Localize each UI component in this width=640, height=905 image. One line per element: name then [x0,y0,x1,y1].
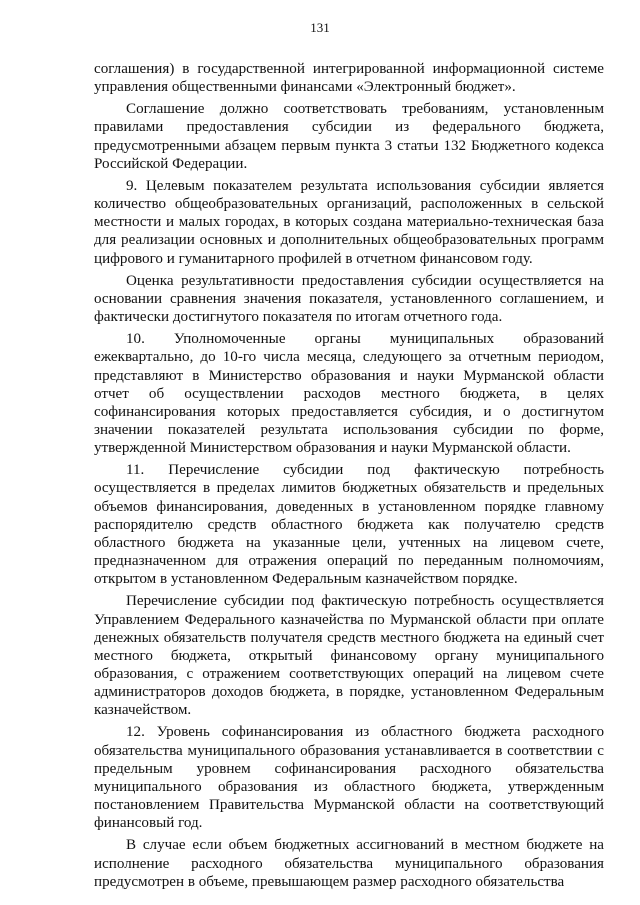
page-number: 131 [310,20,330,35]
paragraph: 10. Уполномоченные органы муниципальных образований ежеквартально, до 10-го числа месяца, следующего за отчетным периодом, представляют в Министерство образования и науки Мурманской области отчет об осуществлении расходов местного бюджета, в целях софинансирования которых предоставляется субсидия, и о достигнутом значении показателей результата использования субсидии по форме, утвержденной Министерством образования и науки Мурманской области. [94,331,604,457]
paragraph: соглашения) в государственной интегрированной информационной системе управления общественными финансами «Электронный бюджет». [94,61,604,96]
paragraph: В случае если объем бюджетных ассигнований в местном бюджете на исполнение расходного обязательства муниципального образования предусмотрен в объеме, превышающем размер расходного обязательства [94,837,604,890]
paragraph: Перечисление субсидии под фактическую потребность осуществляется Управлением Федерального казначейства по Мурманской области при оплате денежных обязательств получателя средств местного бюджета на единый счет местного бюджета, открытый финансовому органу муниципального образования, с отражением соответствующих операций на лицевом счете администраторов доходов бюджета, в порядке, установленном Федеральным казначейством. [94,593,604,719]
paragraph: 9. Целевым показателем результата использования субсидии является количество общеобразовательных организаций, расположенных в сельской местности и малых городах, в которых создана материально-техническая база для реализации основных и дополнительных общеобразовательных программ цифрового и гуманитарного профилей в отчетном финансовом году. [94,177,604,267]
paragraph: Соглашение должно соответствовать требованиям, установленным правилами предоставления субсидии из федерального бюджета, предусмотренными абзацем первым пункта 3 статьи 132 Бюджетного кодекса Российской Федерации. [94,101,604,172]
document-body [94,60,604,895]
paragraph: Оценка результативности предоставления субсидии осуществляется на основании сравнения значения показателя, установленного соглашением, и фактически достигнутого показателя по итогам отчетного года. [94,272,604,326]
paragraph: 12. Уровень софинансирования из областного бюджета расходного обязательства муниципального образования устанавливается в соответствии с предельным уровнем софинансирования расходного обязательства муниципального образования из областного бюджета, утвержденным постановлением Правительства Мурманской области на соответствующий финансовый год. [94,724,604,832]
paragraph: 11. Перечисление субсидии под фактическую потребность осуществляется в пределах лимитов бюджетных обязательств и предельных объемов финансирования, доведенных в установленном порядке главному распорядителю средств областного бюджета как получателю средств областного бюджета на указанные цели, учтенных на лицевом счете, предназначенном для отражения операций по переданным полномочиям, открытом в установленном Федеральным казначейством порядке. [94,462,604,588]
